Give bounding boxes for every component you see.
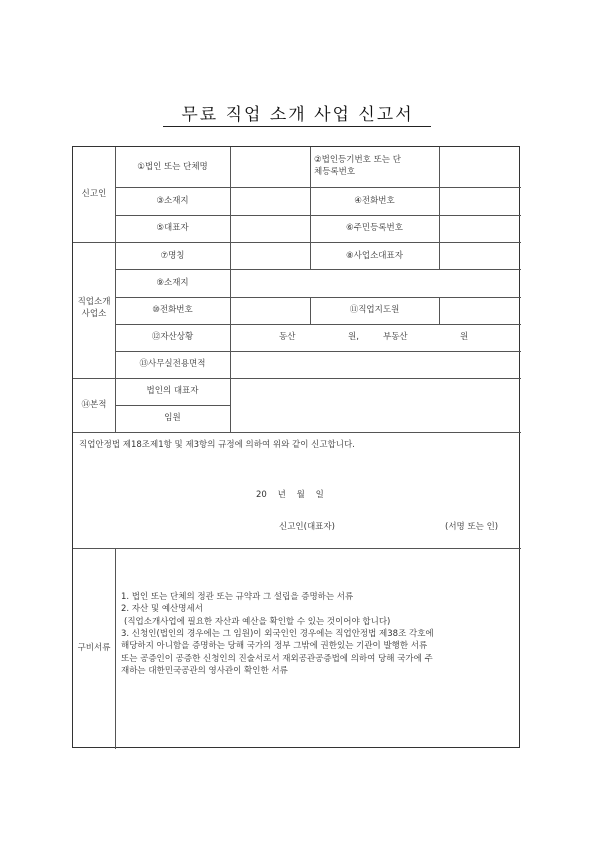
document-title: 무료 직업 소개 사업 신고서: [181, 105, 414, 125]
movable-assets-unit: 원,: [348, 332, 359, 342]
documents-list-item: 재하는 대한민국공관의 영사관이 확인한 서류: [121, 665, 288, 676]
office-section-label-line2: 사업소: [81, 309, 107, 320]
office-name-label: ⑦명칭: [160, 251, 185, 261]
real-estate-unit: 원: [460, 332, 469, 342]
row-divider: [115, 215, 521, 216]
nationality-representative-label: 법인의 대표자: [146, 386, 199, 396]
section-divider: [73, 432, 521, 433]
documents-list-item: (직업소개사업에 필요한 자산과 예산을 확인할 수 있는 것이어야 합니다): [124, 616, 391, 627]
col-divider: [439, 242, 440, 269]
career-counselor-label: ⑪직업지도원: [349, 305, 400, 315]
nationality-officer-label: 임원: [164, 413, 181, 423]
office-section-label: [73, 296, 115, 321]
applicant-address-label: ③소재지: [156, 196, 189, 206]
col-divider: [230, 147, 231, 242]
office-section-label-line1: 직업소개: [77, 297, 111, 307]
signer-label: 신고인(대표자): [279, 522, 335, 532]
resident-number-label: ⑥주민등록번호: [346, 223, 403, 233]
documents-list-item: 1. 법인 또는 단체의 정관 또는 규약과 그 설립을 증명하는 서류: [121, 592, 354, 602]
movable-assets-label: 동산: [279, 332, 296, 342]
corp-reg-label: [314, 154, 436, 179]
office-address-label: ⑨소재지: [156, 278, 189, 288]
nationality-section-label: ⑭본적: [81, 400, 107, 410]
corp-reg-label-line1: ②법인등기번호 또는 단: [314, 155, 401, 165]
declaration-text: 직업안정법 제18조제1항 및 제3항의 규정에 의하여 위와 같이 신고합니다.: [79, 440, 355, 450]
assets-label: ⑫자산상황: [151, 332, 194, 342]
signature-note: (서명 또는 인): [445, 522, 499, 532]
col-divider: [439, 297, 440, 324]
real-estate-label: 부동산: [383, 332, 408, 342]
documents-list-item: 2. 자산 및 예산명세서: [121, 604, 203, 615]
declaration-date: 20 년 월 일: [256, 490, 324, 500]
col-divider: [439, 147, 440, 242]
col-divider: [230, 242, 231, 378]
applicant-section-label: 신고인: [81, 189, 107, 199]
row-divider: [115, 351, 521, 352]
corp-reg-label-line2: 체등록번호: [314, 167, 356, 178]
office-representative-label: ⑧사업소대표자: [346, 251, 403, 261]
corp-name-label: ①법인 또는 단체명: [137, 162, 208, 172]
row-divider: [115, 324, 521, 325]
col-divider: [230, 378, 231, 432]
representative-label: ⑤대표자: [156, 223, 189, 233]
documents-section-label: 구비서류: [77, 643, 111, 653]
office-phone-label: ⑩전화번호: [152, 305, 193, 315]
documents-list-item: 또는 공증인이 공증한 신청인의 진술서로서 재외공관공증법에 의하여 당해 국가에 주: [121, 653, 433, 664]
section-divider: [73, 378, 521, 379]
applicant-phone-label: ④전화번호: [354, 196, 395, 206]
row-divider: [115, 405, 230, 406]
row-divider: [115, 269, 521, 270]
title-underline: [163, 126, 431, 127]
report-form-table: [72, 146, 520, 748]
section-divider: [73, 242, 521, 243]
section-divider: [73, 548, 521, 549]
label-column-divider-lower: [115, 548, 116, 749]
documents-list-item: 해당하지 아니함을 증명하는 당해 국가의 정부 그밖에 권한있는 기관이 발행한 서류: [121, 641, 428, 652]
row-divider: [115, 187, 521, 188]
office-area-label: ⑬사무실전용면적: [139, 359, 206, 369]
documents-list: [121, 591, 434, 677]
row-divider: [115, 297, 521, 298]
documents-list-item: 3. 신청인(법인의 경우에는 그 임원)이 외국인인 경우에는 직업안정법 제38조 각호에: [121, 628, 434, 639]
